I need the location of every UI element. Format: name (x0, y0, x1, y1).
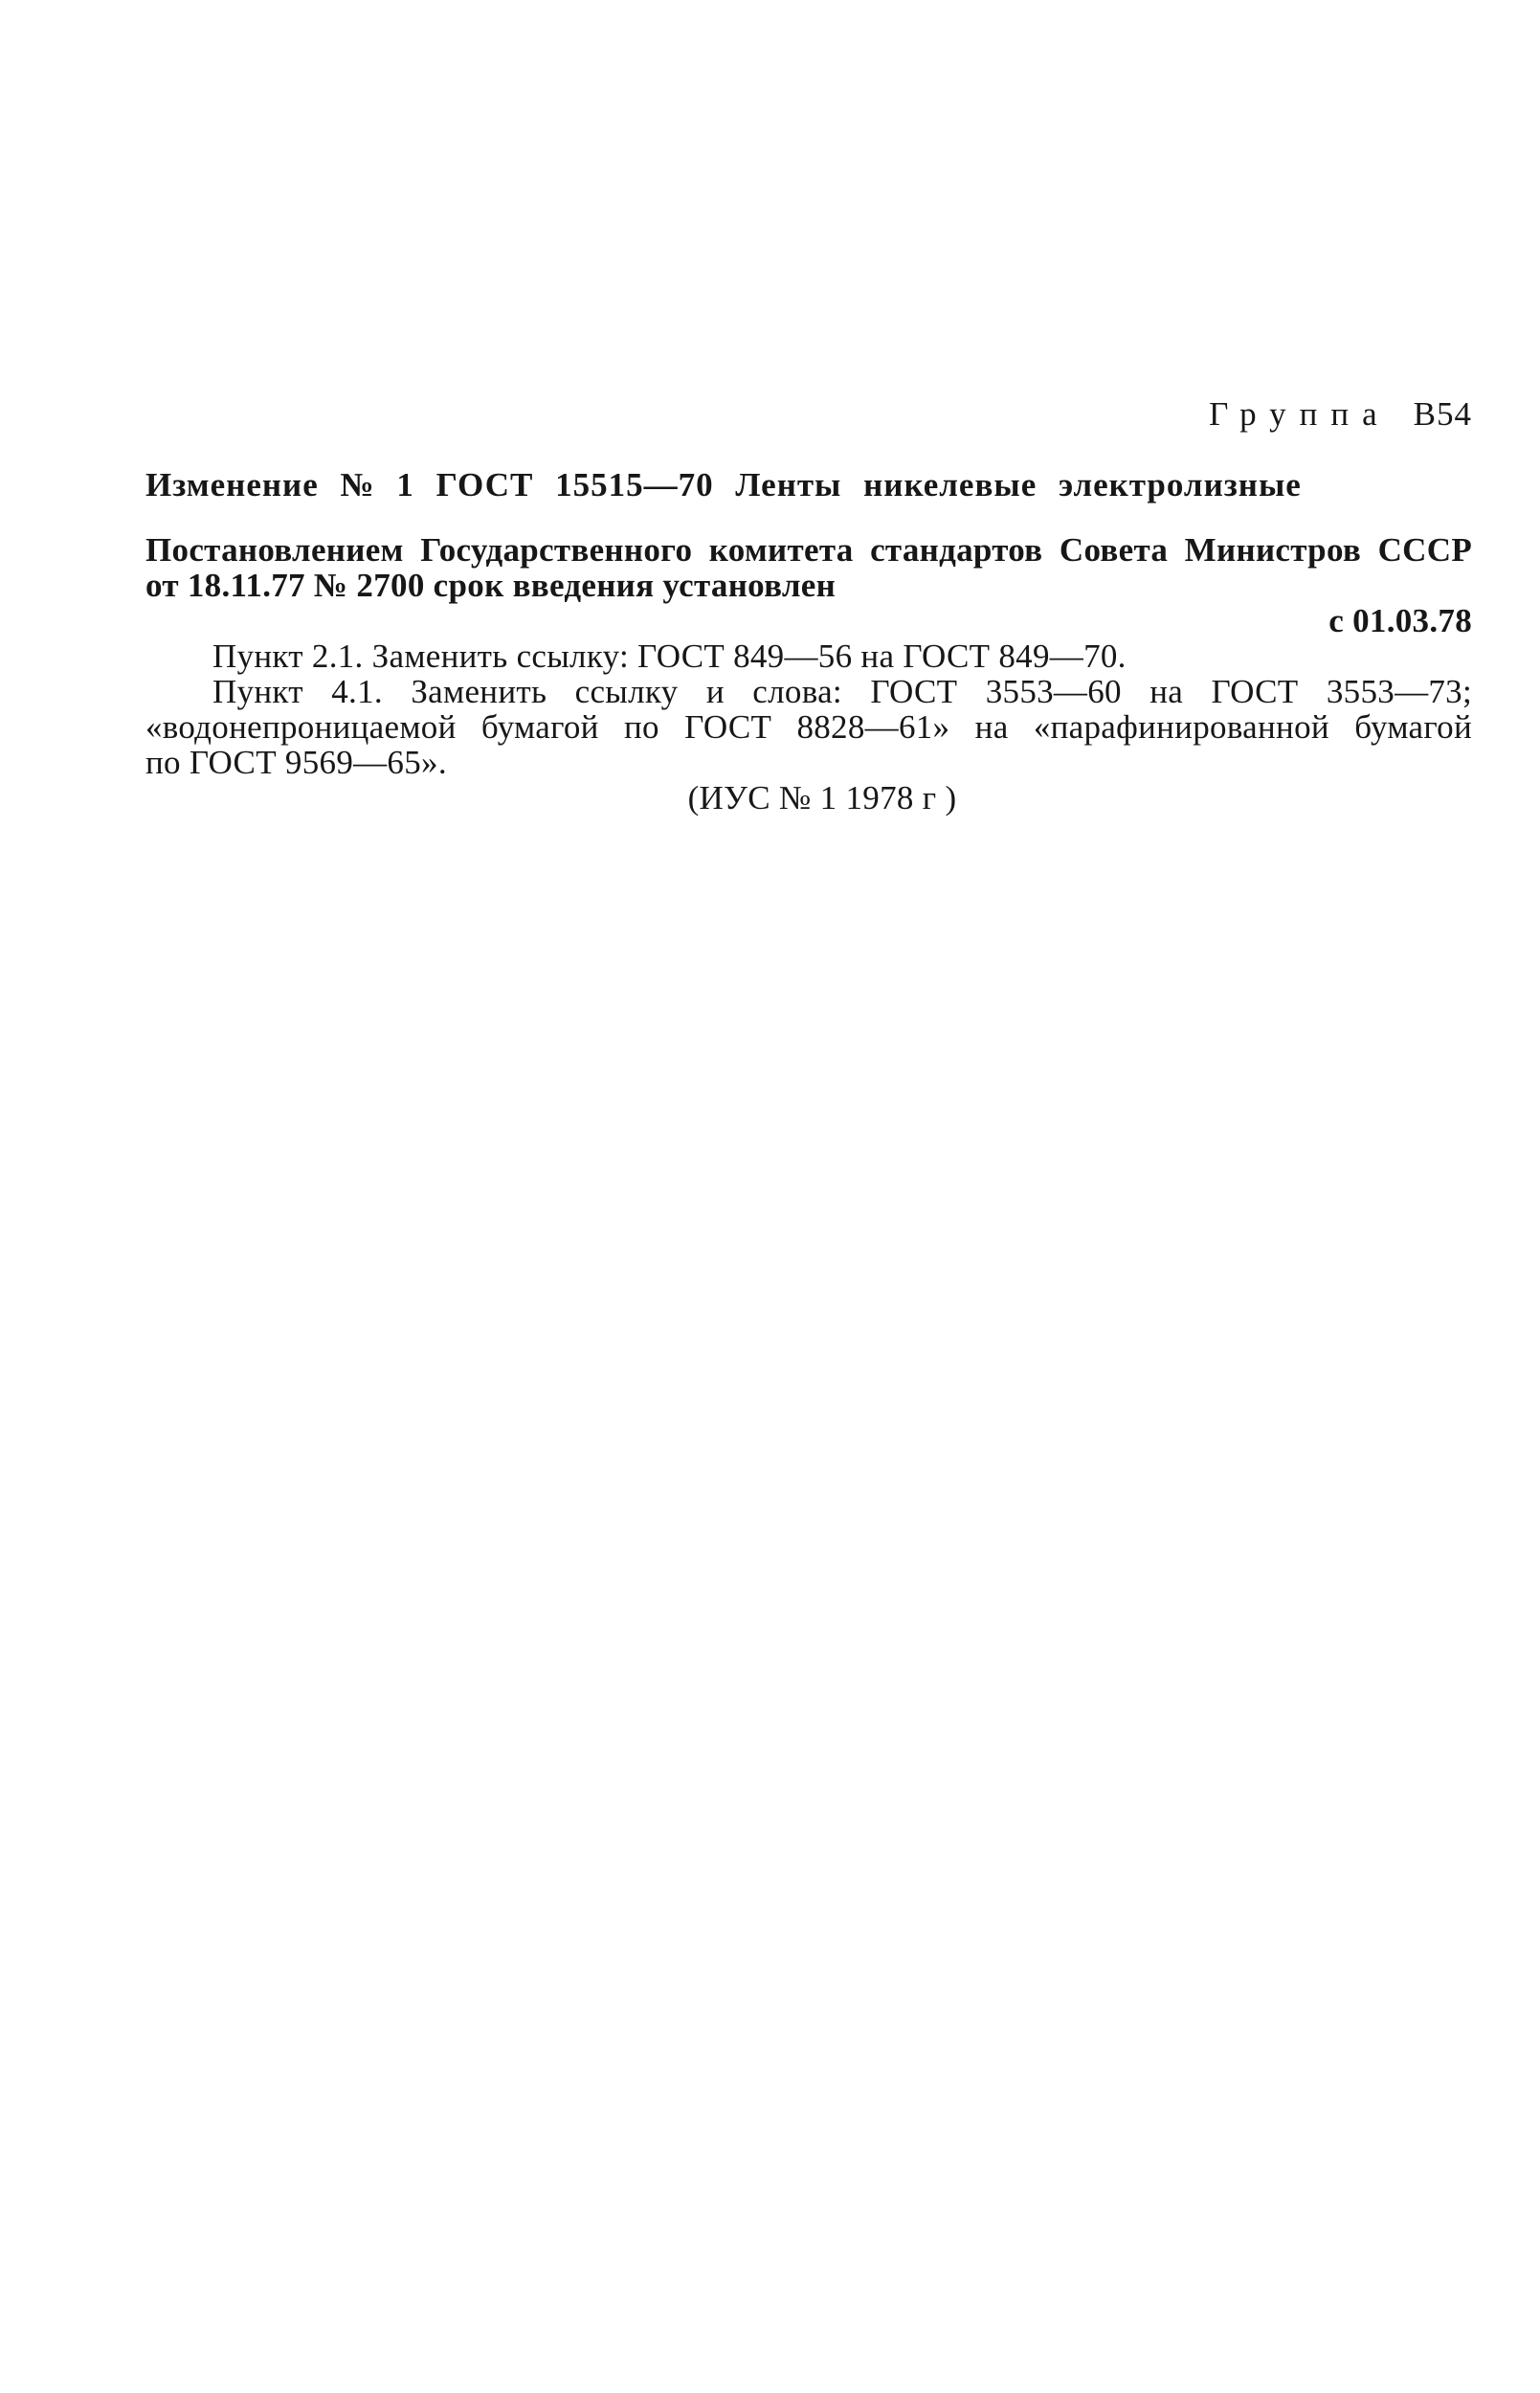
amendment-item-2-1: Пункт 2.1. Заменить ссылку: ГОСТ 849—56 на ГОСТ 849—70. (212, 637, 1127, 675)
group-label: Группа (1209, 395, 1391, 433)
decree-line-1: Постановлением Государственного комитета стандартов Совета Министров СССР (145, 531, 1472, 569)
effective-date: с 01.03.78 (1328, 602, 1472, 639)
decree-paragraph (145, 532, 1472, 603)
amendment-4-1-line-1: Пункт 4.1. Заменить ссылку и слова: ГОСТ 3553—60 на ГОСТ 3553—73; (212, 673, 1472, 710)
amendment-4-1-line-3: по ГОСТ 9569—65». (145, 744, 447, 781)
group-line (145, 396, 1472, 432)
amendment-4-1-line-2: «водонепроницаемой бумагой по ГОСТ 8828—61» на «парафинированной бумагой (145, 708, 1472, 746)
ius-reference: (ИУС № 1 1978 г ) (687, 779, 957, 816)
amendment-item-4-1 (145, 674, 1472, 780)
document-content (145, 396, 1472, 816)
document-title: Изменение № 1 ГОСТ 15515—70 Ленты никелевые электролизные (145, 466, 1302, 503)
group-code: В54 (1413, 395, 1472, 433)
decree-line-2: от 18.11.77 № 2700 срок введения установлен (145, 567, 837, 604)
